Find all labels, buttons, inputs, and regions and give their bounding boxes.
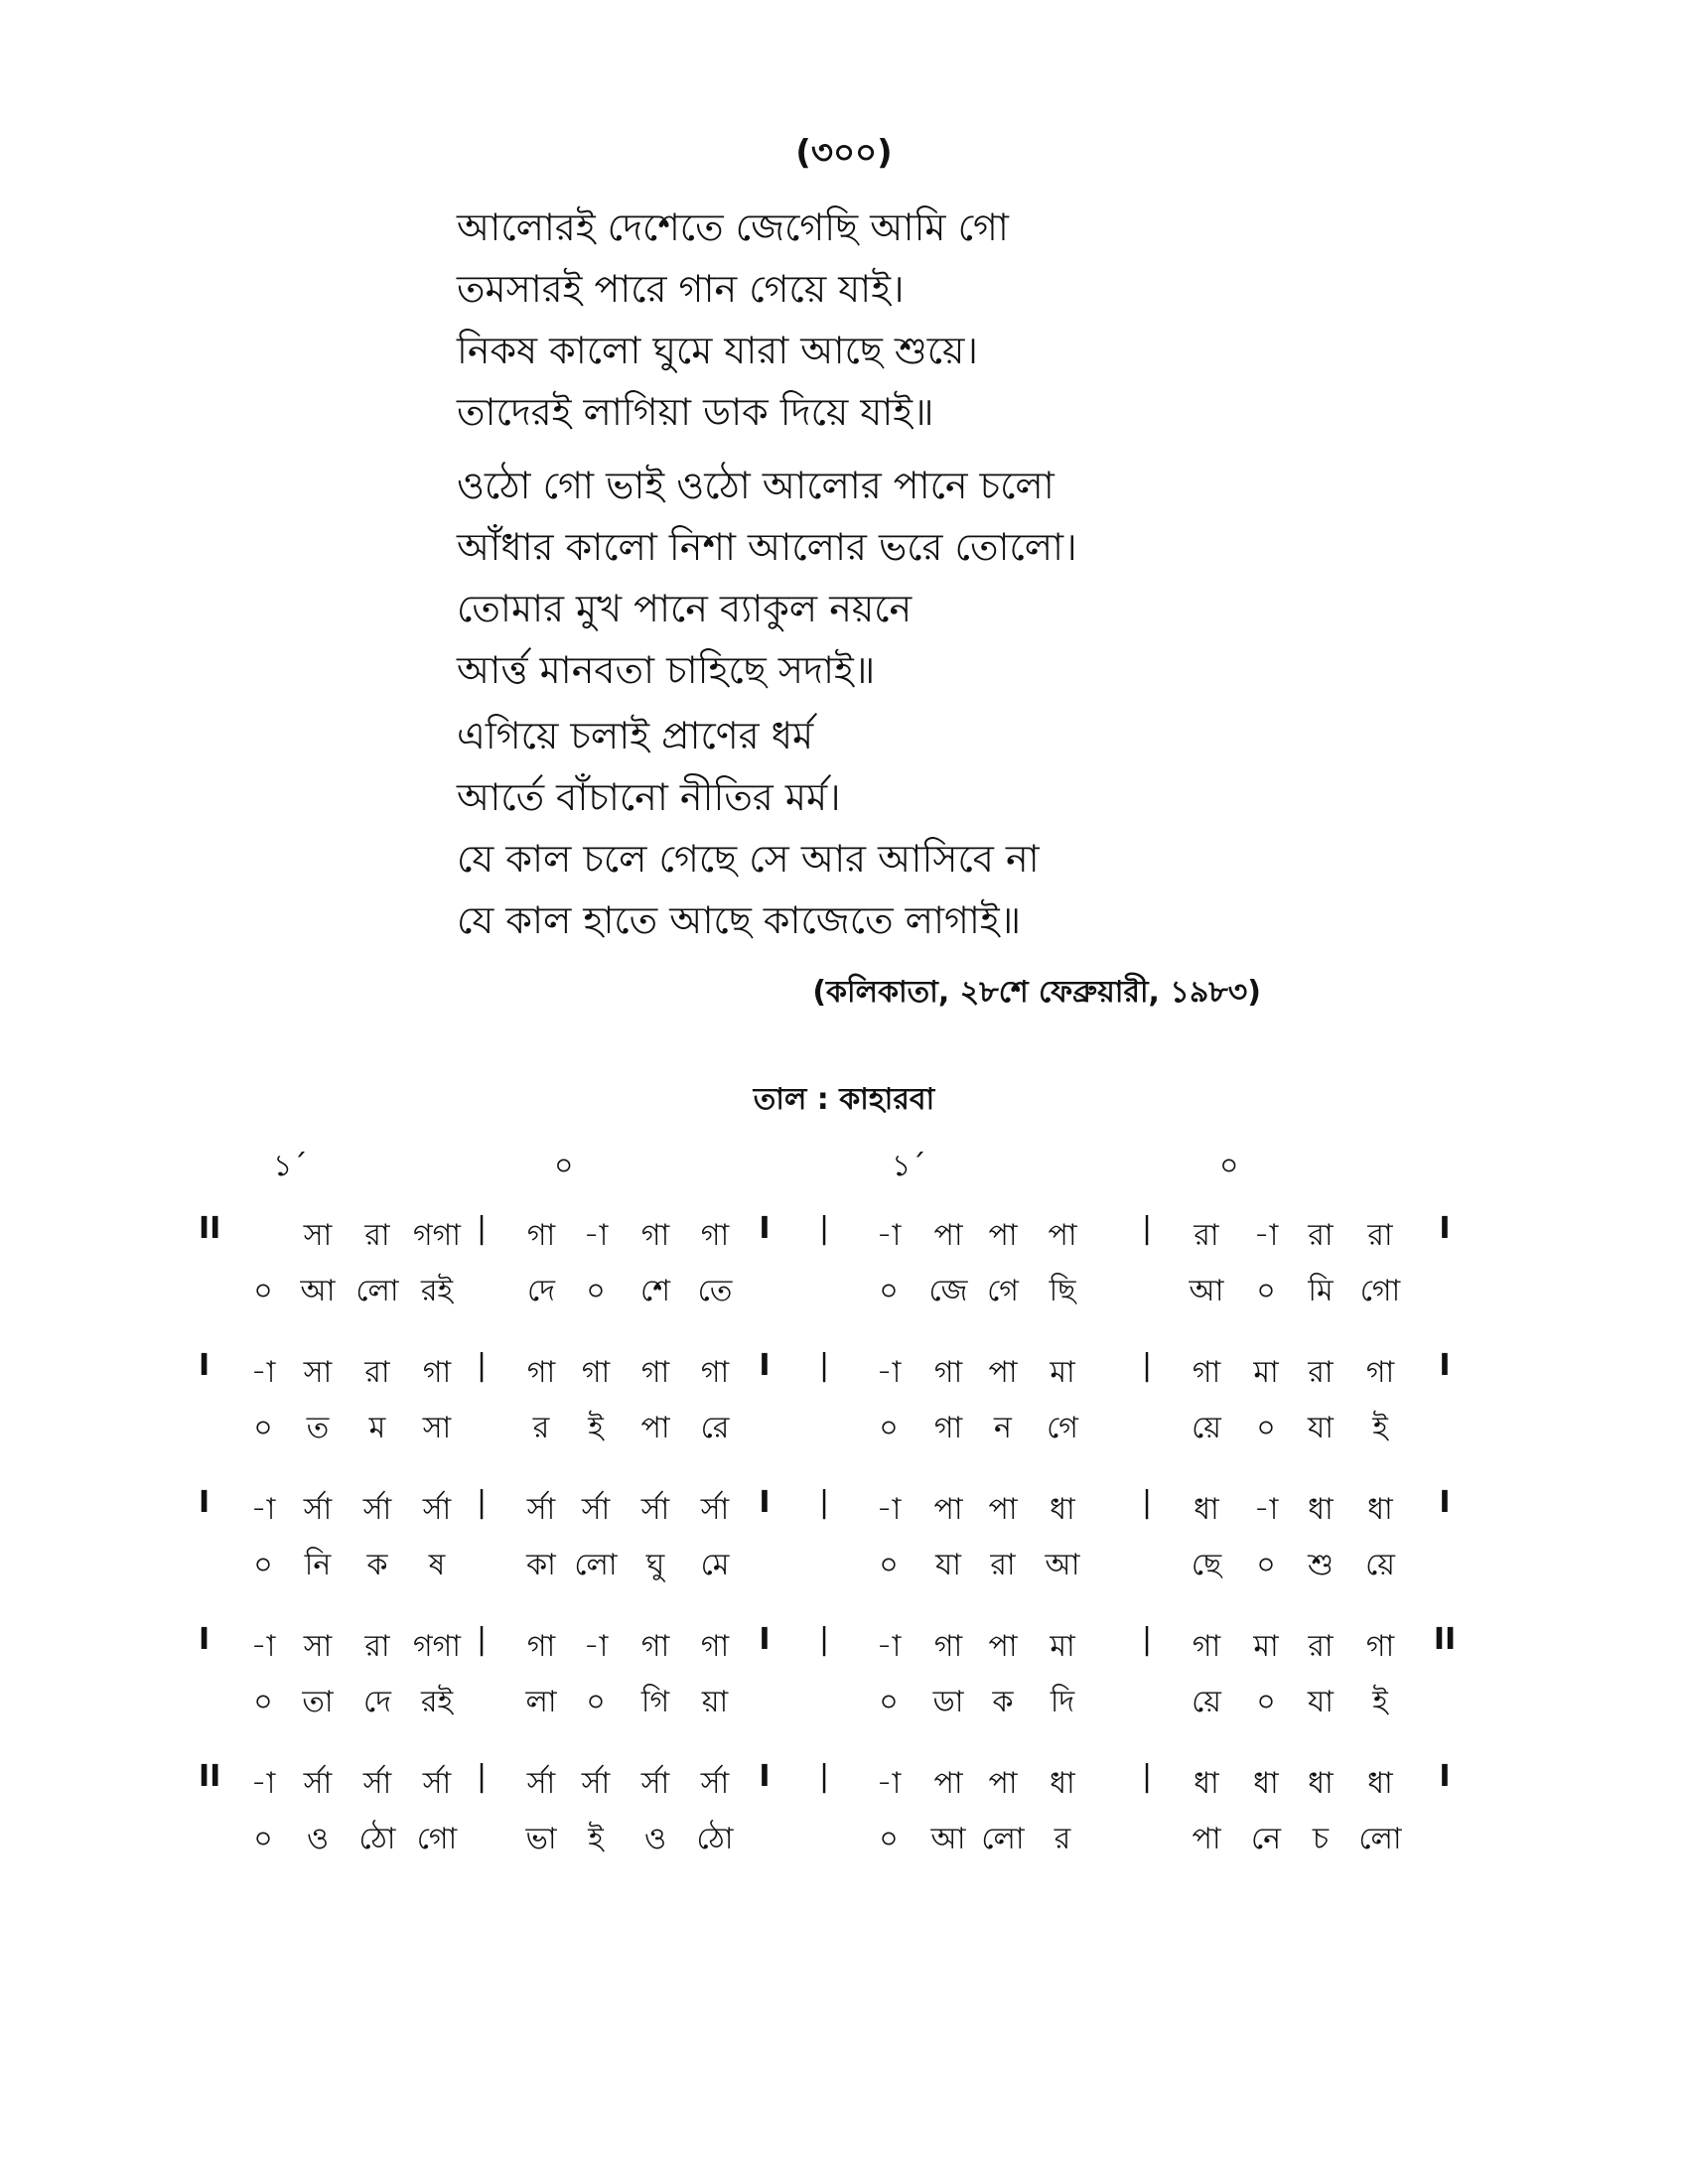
lyric-syllable: মে <box>700 1548 730 1582</box>
lyric-syllable: ঠো <box>358 1822 396 1856</box>
lyric-syllable: ই <box>1372 1685 1388 1719</box>
swara-note: গা <box>422 1355 452 1390</box>
bar-line: | <box>818 1211 830 1246</box>
lyric-syllable: ই <box>588 1822 604 1856</box>
swara-note: ধা <box>1253 1766 1279 1801</box>
lyric-syllable: গে <box>1047 1411 1078 1445</box>
swara-note: গা <box>526 1629 556 1664</box>
lyric-syllable: পা <box>1192 1822 1221 1856</box>
lyric-row <box>0 1815 1688 1870</box>
swara-note: গা <box>1365 1355 1395 1390</box>
bar-line: | <box>476 1759 488 1794</box>
swara-note: গা <box>526 1355 556 1390</box>
swara-note: সা <box>303 1218 333 1253</box>
swara-note: পা <box>988 1492 1018 1527</box>
bar-line: | <box>1141 1759 1153 1794</box>
swara-note: মা <box>1050 1629 1075 1664</box>
verse-line: নিকষ কালো ঘুমে যারা আছে শুয়ে। <box>457 329 978 372</box>
row-end-bar: II <box>1433 1622 1457 1657</box>
lyric-row <box>0 1404 1688 1459</box>
swara-note: গা <box>700 1629 730 1664</box>
verse-line: আর্তে বাঁচানো নীতির মর্ম। <box>457 775 841 819</box>
lyric-syllable: আ <box>1189 1274 1224 1308</box>
lyric-syllable: লো <box>574 1548 618 1582</box>
swara-note: ধা <box>1367 1766 1393 1801</box>
swara-row <box>0 1211 1688 1267</box>
lyric-syllable: ০ <box>1256 1685 1276 1719</box>
lyric-syllable: ০ <box>253 1411 273 1445</box>
lyric-syllable: ম <box>368 1411 386 1445</box>
swara-note: র্সা <box>526 1492 556 1527</box>
verse-line: আৰ্ত্ত মানবতা চাহিছে সদাই॥ <box>457 648 876 692</box>
swara-note: -া <box>876 1218 902 1253</box>
lyric-syllable: র <box>1054 1822 1071 1856</box>
swara-note: র্সা <box>526 1766 556 1801</box>
swara-note: র্সা <box>422 1766 452 1801</box>
swara-note: গা <box>933 1629 963 1664</box>
swara-note: রা <box>1367 1218 1393 1253</box>
swara-note: গা <box>526 1218 556 1253</box>
bar-line: | <box>476 1622 488 1657</box>
lyric-syllable: ০ <box>1256 1411 1276 1445</box>
lyric-syllable: ডা <box>932 1685 964 1719</box>
lyric-syllable: লো <box>1358 1822 1402 1856</box>
lyric-syllable: ০ <box>879 1411 899 1445</box>
swara-note: -া <box>876 1492 902 1527</box>
bar-line: I <box>759 1622 771 1657</box>
lyric-syllable: ই <box>1372 1411 1388 1445</box>
lyric-syllable: য়ে <box>1192 1411 1221 1445</box>
swara-note: -া <box>876 1355 902 1390</box>
swara-note: পা <box>988 1629 1018 1664</box>
swara-note: -া <box>250 1355 276 1390</box>
lyric-syllable: ছে <box>1191 1548 1222 1582</box>
swara-note: পা <box>988 1218 1018 1253</box>
swara-note: সা <box>303 1629 333 1664</box>
lyric-syllable: আ <box>1045 1548 1080 1582</box>
lyric-syllable: গে <box>987 1274 1019 1308</box>
bar-line: | <box>476 1485 488 1520</box>
lyric-syllable: ক <box>992 1685 1014 1719</box>
bar-line: | <box>476 1211 488 1246</box>
swara-note: -া <box>1253 1492 1279 1527</box>
lyric-syllable: শে <box>640 1274 670 1308</box>
swara-note: ধা <box>1194 1766 1219 1801</box>
lyric-syllable: শু <box>1308 1548 1334 1582</box>
lyric-syllable: রই <box>420 1274 454 1308</box>
lyric-syllable: য়ে <box>1192 1685 1221 1719</box>
stanza-3 <box>457 705 1450 951</box>
bar-line: | <box>818 1622 830 1657</box>
lyric-row <box>0 1678 1688 1733</box>
beat-markers <box>0 1142 1688 1191</box>
swara-note: সা <box>303 1355 333 1390</box>
lyric-syllable: যা <box>1308 1685 1334 1719</box>
lyric-syllable: আ <box>300 1274 336 1308</box>
row-end-bar: I <box>1439 1348 1451 1383</box>
lyric-syllable: ও <box>643 1822 667 1856</box>
swara-note: রা <box>364 1218 390 1253</box>
swara-note: গা <box>700 1355 730 1390</box>
swara-row <box>0 1485 1688 1541</box>
bar-line: | <box>1141 1622 1153 1657</box>
bar-line: I <box>759 1211 771 1246</box>
lyric-syllable: যা <box>935 1548 961 1582</box>
stanza-1 <box>457 197 1450 443</box>
swara-note: গা <box>581 1355 611 1390</box>
verse-line: আঁধার কালো নিশা আলোর ভরে তোলো। <box>457 525 1077 569</box>
lyric-syllable: য়ে <box>1365 1548 1395 1582</box>
swara-note: গা <box>1192 1355 1221 1390</box>
swara-note: গা <box>640 1218 670 1253</box>
swara-note: রা <box>1308 1218 1334 1253</box>
swara-note: -া <box>583 1629 609 1664</box>
swara-note: পা <box>933 1218 963 1253</box>
lyric-syllable: ঘু <box>645 1548 665 1582</box>
swara-note: মা <box>1253 1629 1279 1664</box>
swara-note: র্সা <box>303 1766 333 1801</box>
swara-note: পা <box>1048 1218 1077 1253</box>
notation-table <box>0 1211 1688 1896</box>
notation-block <box>0 1348 1688 1485</box>
lyric-syllable: পা <box>640 1411 670 1445</box>
row-end-bar: I <box>1439 1211 1451 1246</box>
swara-note: পা <box>933 1766 963 1801</box>
lyric-syllable: ন <box>994 1411 1012 1445</box>
swara-row <box>0 1759 1688 1815</box>
bar-line: I <box>759 1348 771 1383</box>
swara-note: রা <box>1308 1629 1334 1664</box>
swara-note: মা <box>1253 1355 1279 1390</box>
row-start-bar: II <box>199 1211 221 1246</box>
lyric-syllable: ছি <box>1049 1274 1076 1308</box>
swara-note: রা <box>1194 1218 1219 1253</box>
lyric-syllable: ০ <box>253 1685 273 1719</box>
beat-marker: ১´ <box>892 1149 926 1183</box>
lyric-syllable: দি <box>1050 1685 1075 1719</box>
lyric-syllable: ০ <box>1256 1274 1276 1308</box>
swara-note: র্সা <box>362 1766 392 1801</box>
lyric-row <box>0 1267 1688 1322</box>
lyric-syllable: তা <box>302 1685 334 1719</box>
lyric-syllable: ০ <box>586 1685 606 1719</box>
swara-note: -া <box>876 1766 902 1801</box>
swara-note: রা <box>364 1629 390 1664</box>
swara-note: র্সা <box>362 1492 392 1527</box>
verse-line: এগিয়ে চলাই প্রাণের ধর্ম <box>457 714 814 757</box>
lyric-syllable: লো <box>981 1822 1025 1856</box>
lyric-syllable: গো <box>416 1822 458 1856</box>
lyric-syllable: ভা <box>525 1822 557 1856</box>
swara-note: পা <box>933 1492 963 1527</box>
swara-note: গা <box>640 1355 670 1390</box>
swara-note: ধা <box>1308 1766 1334 1801</box>
swara-note: পা <box>988 1355 1018 1390</box>
taal-heading: তাল : কাহারবা <box>753 1082 935 1117</box>
lyric-syllable: ০ <box>879 1685 899 1719</box>
lyric-syllable: ০ <box>253 1548 273 1582</box>
lyric-syllable: ০ <box>879 1274 899 1308</box>
swara-note: গা <box>1192 1629 1221 1664</box>
swara-note: গগা <box>412 1218 462 1253</box>
dateline: (কলিকাতা, ২৮শে ফেব্রুয়ারী, ১৯৮৩) <box>812 975 1261 1010</box>
swara-note: র্সা <box>303 1492 333 1527</box>
bar-line: | <box>818 1759 830 1794</box>
swara-note: ধা <box>1194 1492 1219 1527</box>
row-end-bar: I <box>1439 1759 1451 1794</box>
notation-block <box>0 1759 1688 1896</box>
swara-note: গা <box>1365 1629 1395 1664</box>
verse-line: যে কাল হাতে আছে কাজেতে লাগাই॥ <box>457 898 1022 942</box>
row-start-bar: I <box>199 1622 211 1657</box>
lyric-syllable: রা <box>990 1548 1016 1582</box>
bar-line: | <box>818 1485 830 1520</box>
bar-line: | <box>1141 1348 1153 1383</box>
lyric-syllable: ০ <box>879 1548 899 1582</box>
lyric-syllable: ঠো <box>696 1822 734 1856</box>
swara-note: -া <box>250 1766 276 1801</box>
swara-note: -া <box>876 1629 902 1664</box>
bar-line: | <box>1141 1485 1153 1520</box>
lyric-syllable: চ <box>1312 1822 1330 1856</box>
swara-note: গগা <box>412 1629 462 1664</box>
lyric-syllable: কা <box>526 1548 556 1582</box>
swara-row <box>0 1622 1688 1678</box>
notation-block <box>0 1485 1688 1622</box>
swara-note: রা <box>364 1355 390 1390</box>
swara-note: ধা <box>1367 1492 1393 1527</box>
lyric-syllable: য়া <box>701 1685 729 1719</box>
beat-marker: ০ <box>554 1149 574 1183</box>
row-start-bar: I <box>199 1485 211 1520</box>
lyric-syllable: ই <box>588 1411 604 1445</box>
bar-line: I <box>759 1485 771 1520</box>
swara-note: পা <box>988 1766 1018 1801</box>
verse-line: তোমার মুখ পানে ব্যাকুল নয়নে <box>457 587 913 630</box>
lyric-syllable: গি <box>640 1685 670 1719</box>
verse-line: আলোরই দেশেতে জেগেছি আমি গো <box>457 205 1009 249</box>
lyric-syllable: লো <box>355 1274 399 1308</box>
lyric-syllable: নে <box>1250 1822 1282 1856</box>
swara-note: র্সা <box>640 1492 670 1527</box>
lyric-syllable: ০ <box>1256 1548 1276 1582</box>
lyric-syllable: র <box>532 1411 550 1445</box>
lyric-syllable: মি <box>1308 1274 1334 1308</box>
lyric-syllable: আ <box>930 1822 966 1856</box>
swara-note: র্সা <box>422 1492 452 1527</box>
lyric-syllable: জে <box>928 1274 968 1308</box>
lyric-row <box>0 1541 1688 1596</box>
notation-block <box>0 1211 1688 1348</box>
lyric-syllable: ০ <box>879 1822 899 1856</box>
beat-marker: ১´ <box>273 1149 308 1183</box>
lyric-syllable: ত <box>306 1411 330 1445</box>
verse-line: তমসারই পারে গান গেয়ে যাই। <box>457 267 905 311</box>
swara-note: রা <box>1308 1355 1334 1390</box>
swara-note: -া <box>583 1218 609 1253</box>
lyric-syllable: দে <box>527 1274 555 1308</box>
swara-note: র্সা <box>581 1492 611 1527</box>
lyric-syllable: নি <box>304 1548 332 1582</box>
bar-line: I <box>759 1759 771 1794</box>
swara-note: -া <box>1253 1218 1279 1253</box>
row-end-bar: I <box>1439 1485 1451 1520</box>
bar-line: | <box>818 1348 830 1383</box>
verse-line: যে কাল চলে গেছে সে আর আসিবে না <box>457 837 1040 881</box>
swara-note: গা <box>700 1218 730 1253</box>
swara-note: র্সা <box>700 1492 730 1527</box>
swara-note: র্সা <box>640 1766 670 1801</box>
lyric-syllable: সা <box>422 1411 452 1445</box>
swara-note: ধা <box>1050 1492 1075 1527</box>
lyric-syllable: দে <box>363 1685 391 1719</box>
lyric-syllable: ০ <box>253 1274 273 1308</box>
lyric-syllable: গো <box>1359 1274 1401 1308</box>
swara-note: র্সা <box>700 1766 730 1801</box>
stanza-2 <box>457 455 1450 701</box>
lyric-syllable: ক <box>366 1548 388 1582</box>
swara-note: গা <box>933 1355 963 1390</box>
row-start-bar: II <box>199 1759 221 1794</box>
lyric-syllable: যা <box>1308 1411 1334 1445</box>
lyric-syllable: ০ <box>253 1822 273 1856</box>
lyric-syllable: ০ <box>586 1274 606 1308</box>
lyric-syllable: রে <box>700 1411 730 1445</box>
row-start-bar: I <box>199 1348 211 1383</box>
lyric-syllable: গা <box>933 1411 963 1445</box>
lyric-syllable: ষ <box>428 1548 446 1582</box>
notation-block <box>0 1622 1688 1759</box>
swara-note: র্সা <box>581 1766 611 1801</box>
lyric-syllable: লা <box>525 1685 557 1719</box>
swara-note: গা <box>640 1629 670 1664</box>
bar-line: | <box>476 1348 488 1383</box>
verse-line: ওঠো গো ভাই ওঠো আলোর পানে চলো <box>457 464 1055 507</box>
lyric-syllable: রই <box>420 1685 454 1719</box>
swara-note: ধা <box>1050 1766 1075 1801</box>
swara-row <box>0 1348 1688 1404</box>
swara-note: -া <box>250 1629 276 1664</box>
bar-line: | <box>1141 1211 1153 1246</box>
swara-note: -া <box>250 1492 276 1527</box>
verse-line: তাদেরই লাগিয়া ডাক দিয়ে যাই॥ <box>457 390 934 434</box>
lyric-syllable: ও <box>306 1822 330 1856</box>
lyric-syllable: তে <box>697 1274 733 1308</box>
swara-note: ধা <box>1308 1492 1334 1527</box>
beat-marker: ০ <box>1219 1149 1239 1183</box>
swara-note: মা <box>1050 1355 1075 1390</box>
page-number: (৩০০) <box>795 133 893 173</box>
